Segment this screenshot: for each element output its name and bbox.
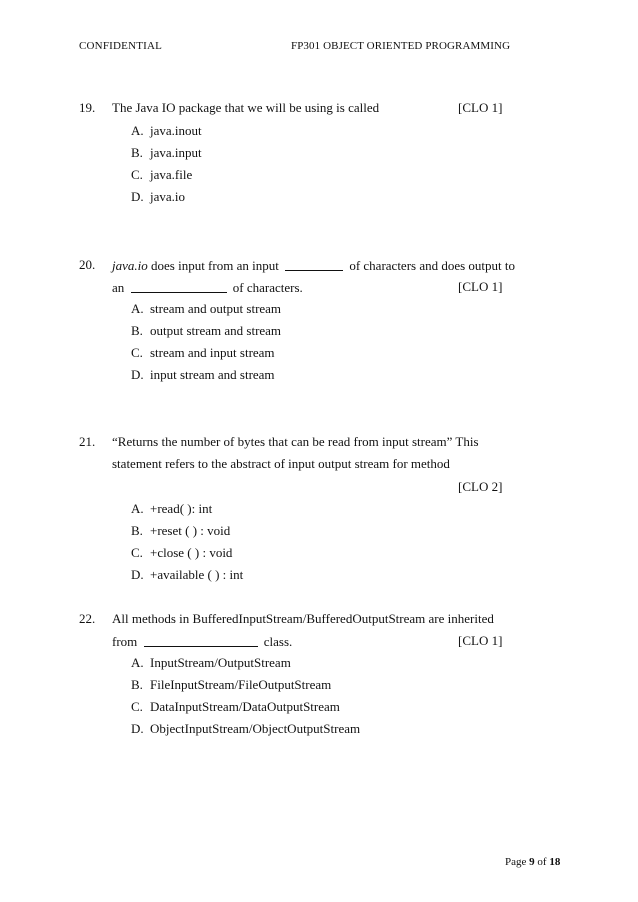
option-b: B. java.input: [131, 145, 202, 160]
question-text-line2: from class.: [112, 634, 293, 649]
question-number: 21.: [79, 434, 96, 449]
option-b: B. +reset ( ) : void: [131, 523, 231, 538]
question-text: The Java IO package that we will be using is called: [112, 100, 380, 115]
answer-blank: [131, 280, 227, 293]
option-d: D. java.io: [131, 189, 186, 204]
option-d: D. input stream and stream: [131, 367, 275, 382]
question-number: 22.: [79, 611, 96, 626]
header-confidential: CONFIDENTIAL: [79, 40, 163, 52]
page-number: 9: [529, 856, 535, 868]
question-number: 19.: [79, 100, 96, 115]
option-b: B. FileInputStream/FileOutputStream: [131, 677, 332, 692]
question-number: 20.: [79, 257, 96, 272]
page-footer: [505, 856, 560, 868]
question-text-line1: “Returns the number of bytes that can be read from input stream” This: [112, 434, 479, 449]
option-c: C. DataInputStream/DataOutputStream: [131, 699, 340, 714]
question-text-line2: an of characters.: [112, 280, 303, 295]
option-c: C. +close ( ) : void: [131, 545, 233, 560]
question-text-line1: All methods in BufferedInputStream/BufferedOutputStream are inherited: [112, 611, 494, 626]
option-a: A. stream and output stream: [131, 301, 282, 316]
header-course-title: FP301 OBJECT ORIENTED PROGRAMMING: [291, 40, 511, 52]
clo-tag: [CLO 1]: [458, 100, 503, 115]
question-text-line2: statement refers to the abstract of input output stream for method: [112, 456, 450, 471]
page-label: Page: [505, 856, 530, 868]
option-c: C. stream and input stream: [131, 345, 275, 360]
option-a: A. +read( ): int: [131, 501, 213, 516]
total-pages: 18: [549, 856, 561, 868]
option-d: D. +available ( ) : int: [131, 567, 244, 582]
question-text-line1: java.io does input from an input of characters and does output to: [112, 258, 516, 273]
option-d: D. ObjectInputStream/ObjectOutputStream: [131, 721, 361, 736]
of-label: of: [534, 856, 550, 868]
clo-tag: [CLO 2]: [458, 479, 503, 494]
option-a: A. java.inout: [131, 123, 202, 138]
option-b: B. output stream and stream: [131, 323, 282, 338]
clo-tag: [CLO 1]: [458, 279, 503, 294]
option-a: A. InputStream/OutputStream: [131, 655, 291, 670]
answer-blank: [285, 258, 343, 271]
clo-tag: [CLO 1]: [458, 633, 503, 648]
option-c: C. java.file: [131, 167, 193, 182]
answer-blank: [144, 634, 258, 647]
